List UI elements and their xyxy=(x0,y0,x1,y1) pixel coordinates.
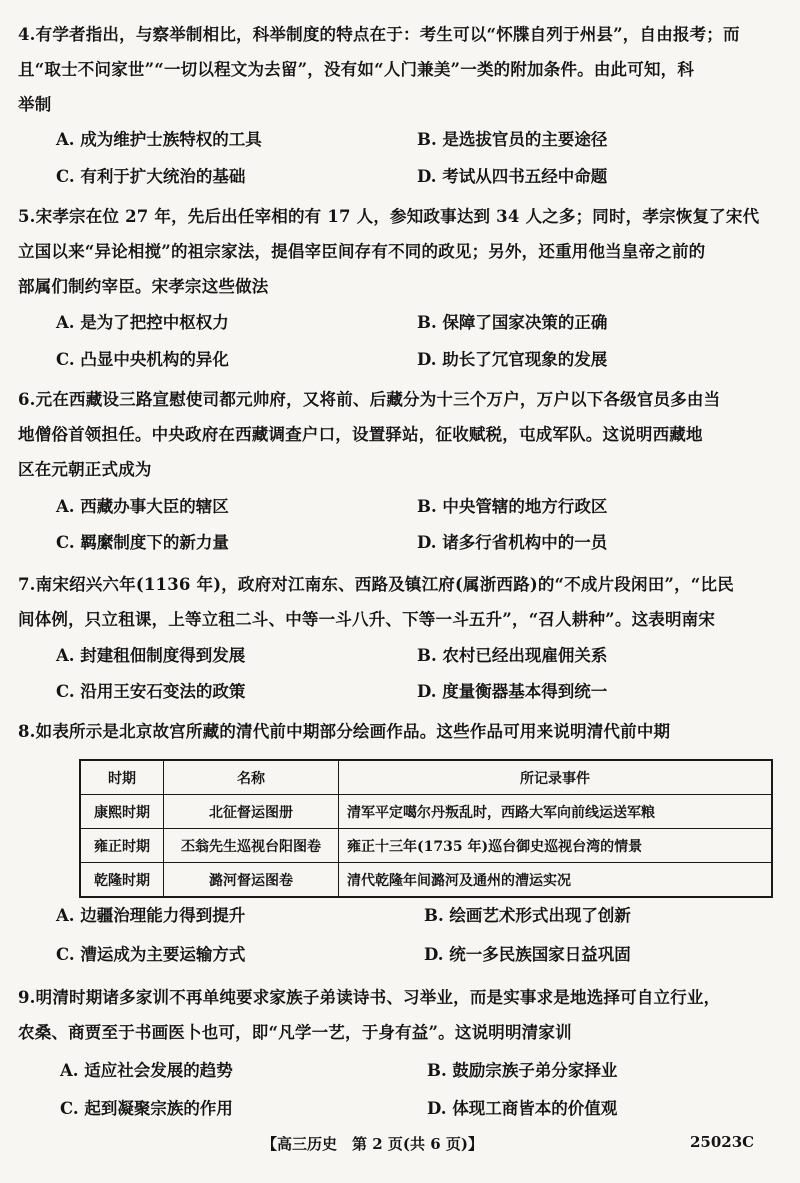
stem-line: 区在元朝正式成为 xyxy=(18,460,152,479)
question-9-stem xyxy=(18,980,786,1050)
cell-period: 康熙时期 xyxy=(80,795,164,829)
paper-code: 25023C xyxy=(690,1133,755,1151)
cell-event: 清代乾隆年间潞河及通州的漕运实况 xyxy=(339,863,773,898)
table-row xyxy=(80,863,772,898)
q4-option-c: C. 有利于扩大统治的基础 xyxy=(56,167,246,186)
stem-line: 9.明清时期诸多家训不再单纯要求家族子弟读诗书、习举业，而是实事求是地选择可自立行业， xyxy=(18,988,721,1007)
cell-event: 雍正十三年(1735 年)巡台御史巡视台湾的情景 xyxy=(339,829,773,863)
q7-option-d: D. 度量衡器基本得到统一 xyxy=(417,682,608,701)
q5-option-d: D. 助长了冗官现象的发展 xyxy=(417,350,608,369)
question-5-stem xyxy=(18,199,786,304)
cell-title: 北征督运图册 xyxy=(164,795,339,829)
q6-option-b: B. 中央管辖的地方行政区 xyxy=(417,497,608,516)
q5-option-b: B. 保障了国家决策的正确 xyxy=(417,313,608,332)
question-6-stem xyxy=(18,382,786,487)
q5-option-a: A. 是为了把控中枢权力 xyxy=(56,313,229,332)
page-footer: 【高三历史 第 2 页(共 6 页)】 xyxy=(262,1135,483,1153)
q7-option-c: C. 沿用王安石变法的政策 xyxy=(56,682,246,701)
stem-line: 6.元在西藏设三路宣慰使司都元帅府，又将前、后藏分为十三个万户，万户以下各级官员多由当 xyxy=(18,390,721,409)
cell-period: 乾隆时期 xyxy=(80,863,164,898)
stem-line: 部属们制约宰臣。宋孝宗这些做法 xyxy=(18,277,269,296)
cell-event: 清军平定噶尔丹叛乱时，西路大军向前线运送军粮 xyxy=(339,795,773,829)
stem-line: 5.宋孝宗在位 27 年，先后出任宰相的有 17 人，参知政事达到 34 人之多；同时，孝宗恢复了宋代 xyxy=(18,207,760,226)
table-header-row xyxy=(80,760,772,795)
table-row xyxy=(80,795,772,829)
q7-option-b: B. 农村已经出现雇佣关系 xyxy=(417,646,608,665)
cell-period: 雍正时期 xyxy=(80,829,164,863)
q6-option-a: A. 西藏办事大臣的辖区 xyxy=(56,497,229,516)
stem-line: 农桑、商贾至于书画医卜也可，即“凡学一艺，于身有益”。这说明明清家训 xyxy=(18,1023,572,1042)
q8-option-d: D. 统一多民族国家日益巩固 xyxy=(424,945,631,964)
header-title: 名称 xyxy=(164,760,339,795)
paintings-table xyxy=(79,759,773,898)
q4-option-b: B. 是选拔官员的主要途径 xyxy=(417,130,608,149)
stem-line: 地僧俗首领担任。中央政府在西藏调查户口，设置驿站，征收赋税，屯成军队。这说明西藏地 xyxy=(18,425,703,444)
stem-line: 且“取士不问家世”“一切以程文为去留”，没有如“人门兼美”一类的附加条件。由此可知，科 xyxy=(18,60,695,79)
q5-option-c: C. 凸显中央机构的异化 xyxy=(56,350,229,369)
q9-option-b: B. 鼓励宗族子弟分家择业 xyxy=(427,1061,618,1080)
q9-option-d: D. 体现工商皆本的价值观 xyxy=(427,1099,618,1118)
question-8-stem xyxy=(18,714,786,749)
stem-line: 4.有学者指出，与察举制相比，科举制度的特点在于：考生可以“怀牒自列于州县”，自由报考；而 xyxy=(18,25,740,44)
q6-option-c: C. 羁縻制度下的新力量 xyxy=(56,533,229,552)
stem-line: 举制 xyxy=(18,95,52,114)
table-row xyxy=(80,829,772,863)
question-7-stem xyxy=(18,567,786,637)
question-4-stem xyxy=(18,17,786,122)
stem-line: 7.南宋绍兴六年(1136 年)，政府对江南东、西路及镇江府(属浙西路)的“不成片段闲田”，“比民 xyxy=(18,575,734,594)
header-event: 所记录事件 xyxy=(339,760,773,795)
q9-option-c: C. 起到凝聚宗族的作用 xyxy=(60,1099,233,1118)
stem-line: 立国以来“异论相搅”的祖宗家法，提倡宰臣间存有不同的政见；另外，还重用他当皇帝之前的 xyxy=(18,242,706,261)
stem-line: 间体例，只立租课，上等立租二斗、中等一斗八升、下等一斗五升”，“召人耕种”。这表明南宋 xyxy=(18,610,716,629)
q4-option-d: D. 考试从四书五经中命题 xyxy=(417,167,608,186)
q8-option-c: C. 漕运成为主要运输方式 xyxy=(56,945,246,964)
header-period: 时期 xyxy=(80,760,164,795)
stem-line: 8.如表所示是北京故宫所藏的清代前中期部分绘画作品。这些作品可用来说明清代前中期 xyxy=(18,722,671,741)
q8-option-a: A. 边疆治理能力得到提升 xyxy=(56,906,246,925)
cell-title: 丕翁先生巡视台阳图卷 xyxy=(164,829,339,863)
cell-title: 潞河督运图卷 xyxy=(164,863,339,898)
q4-option-a: A. 成为维护士族特权的工具 xyxy=(56,130,262,149)
q6-option-d: D. 诸多行省机构中的一员 xyxy=(417,533,608,552)
q8-option-b: B. 绘画艺术形式出现了创新 xyxy=(424,906,631,925)
q9-option-a: A. 适应社会发展的趋势 xyxy=(60,1061,233,1080)
q7-option-a: A. 封建租佃制度得到发展 xyxy=(56,646,246,665)
